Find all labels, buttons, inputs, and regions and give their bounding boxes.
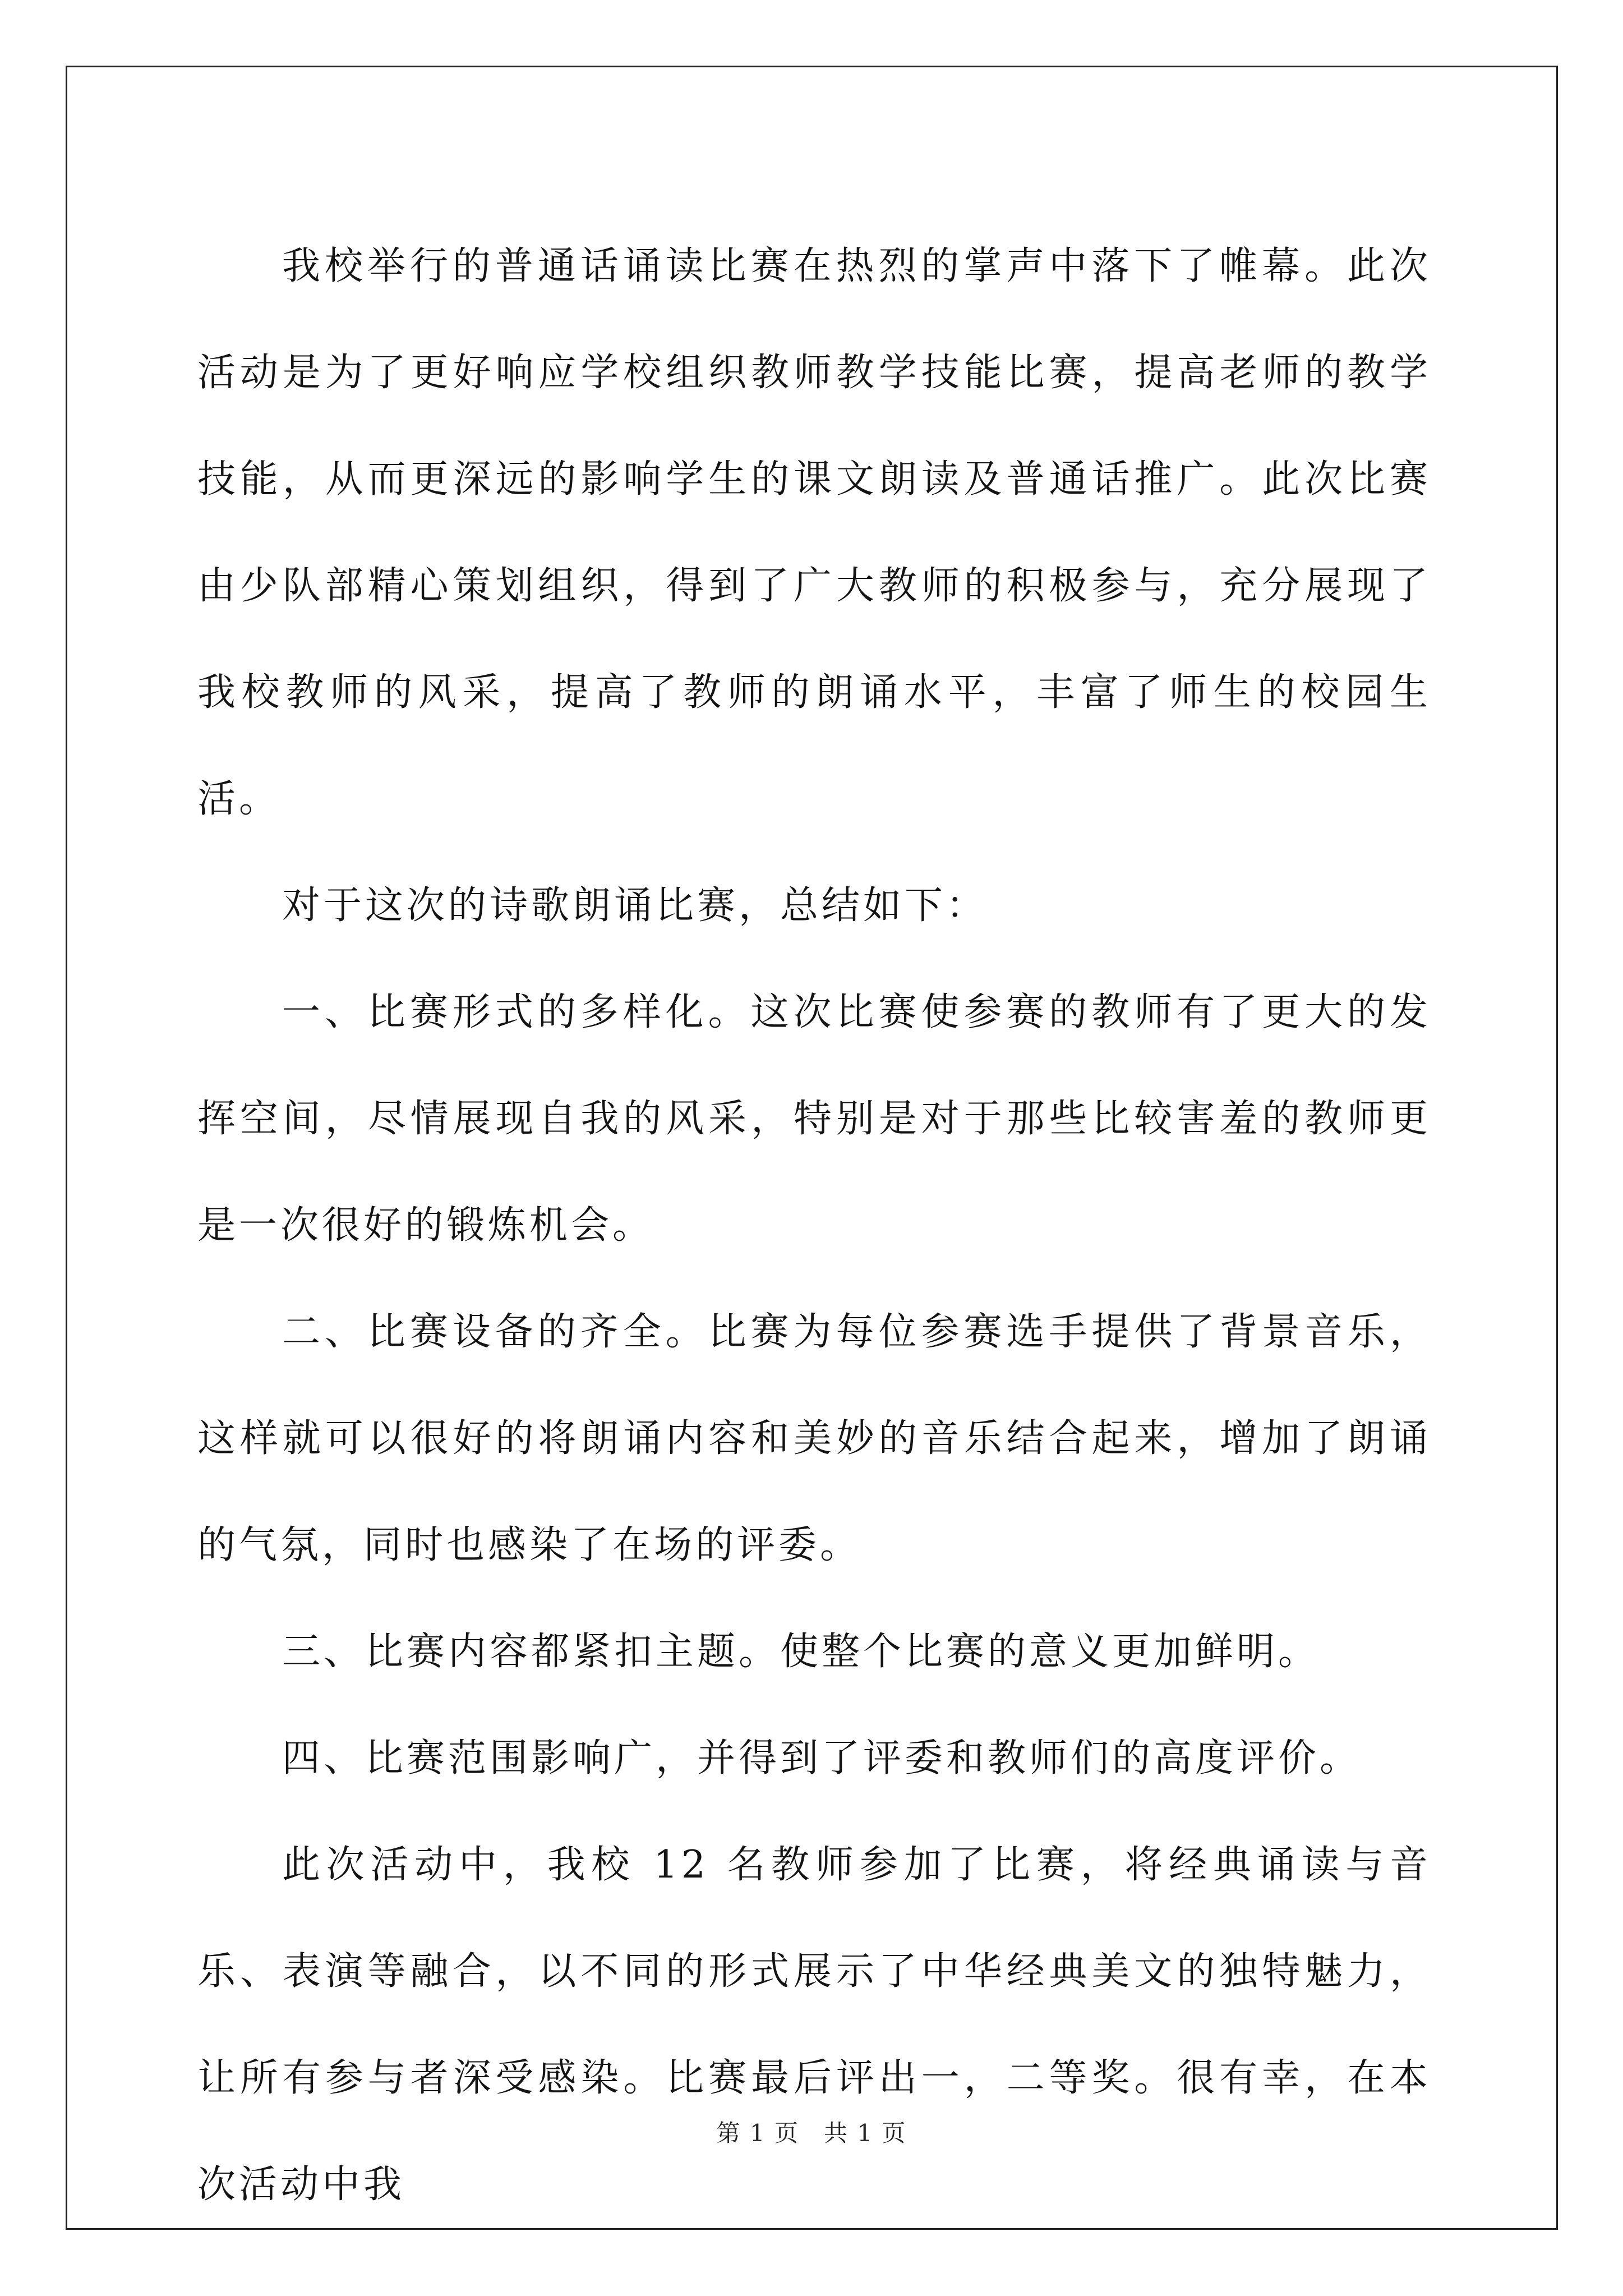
paragraph-point-1: 一、比赛形式的多样化。这次比赛使参赛的教师有了更大的发挥空间，尽情展现自我的风采，特别是对于那些比较害羞的教师更是一次很好的锻炼机会。 <box>197 990 1431 1248</box>
paragraph-activity: 此次活动中，我校 12 名教师参加了比赛，将经典诵读与音乐、表演等融合，以不同的形式展示了中华经典美文的独特魅力，让所有参与者深受感染。比赛最后评出一，二等奖。很有幸，在本次活动中我 <box>197 1843 1431 2207</box>
document-body <box>197 213 1431 2238</box>
paragraph-summary-lead: 对于这次的诗歌朗诵比赛，总结如下： <box>282 884 988 928</box>
paragraph-point-3: 三、比赛内容都紧扣主题。使整个比赛的意义更加鲜明。 <box>282 1630 1320 1674</box>
paragraph-intro: 我校举行的普通话诵读比赛在热烈的掌声中落下了帷幕。此次活动是为了更好响应学校组织教师教学技能比赛，提高老师的教学技能，从而更深远的影响学生的课文朗读及普通话推广。此次比赛由少队部精心策划组织，得到了广大教师的积极参与，充分展现了我校教师的风采，提高了教师的朗诵水平，丰富了师生的校园生活。 <box>197 244 1431 821</box>
page-number-footer: 第 1 页 共 1 页 <box>716 2119 907 2147</box>
paragraph-point-2: 二、比赛设备的齐全。比赛为每位参赛选手提供了背景音乐，这样就可以很好的将朗诵内容和美妙的音乐结合起来，增加了朗诵的气氛，同时也感染了在场的评委。 <box>197 1310 1431 1567</box>
paragraph-point-4: 四、比赛范围影响广，并得到了评委和教师们的高度评价。 <box>282 1736 1362 1780</box>
